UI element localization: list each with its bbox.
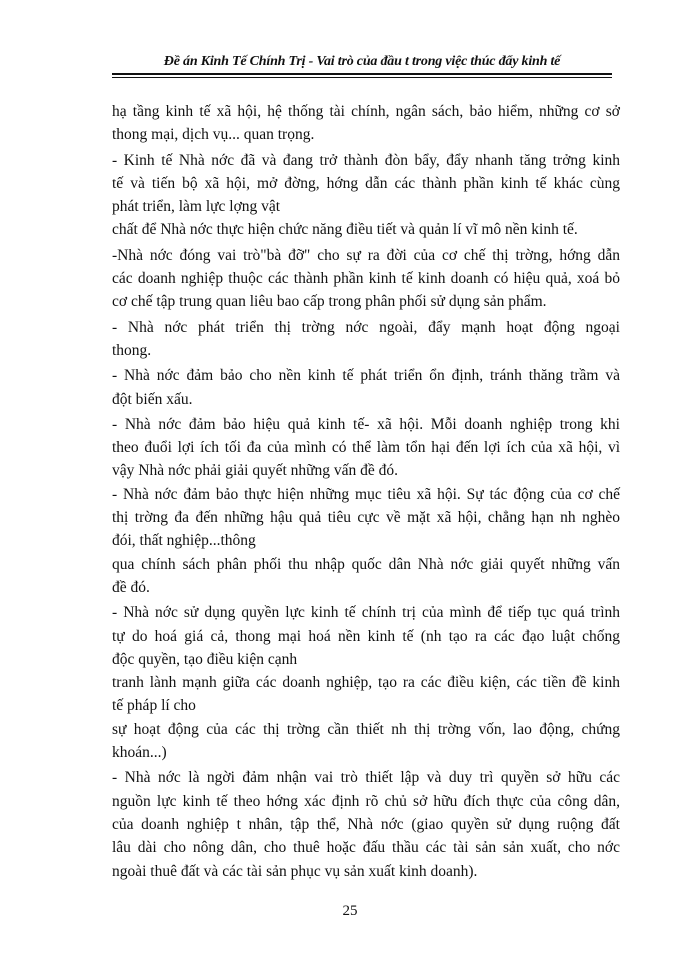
text-line: đột biến xấu.: [112, 390, 193, 408]
text-line: đói, thất nghiệp...thông: [112, 532, 256, 550]
text-line: thong.: [112, 341, 152, 359]
text-line: - Kinh tế Nhà nớc đã và đang trở thành đòn bẩy, đẩy nhanh tăng trởng kinh: [112, 151, 620, 169]
text-line: sự hoạt động của các thị trờng cần thiết nh thị trờng vốn, lao động, chứng: [112, 720, 620, 738]
running-header: Đề án Kinh Tế Chính Trị - Vai trò của đầu t trong việc thúc đẩy kinh tế: [163, 54, 561, 69]
text-line: tranh lành mạnh giữa các doanh nghiệp, tạo ra các điều kiện, các tiền đề kinh: [112, 674, 620, 692]
text-line: - Nhà nớc đảm bảo cho nền kinh tế phát triển ổn định, tránh thăng trầm và: [112, 367, 620, 385]
text-line: tế pháp lí cho: [112, 697, 196, 715]
text-line: đề đó.: [112, 578, 150, 596]
text-line: tế và tiến bộ xã hội, mở đờng, hớng dẫn các thành phần kinh tế khác cùng: [112, 174, 620, 192]
text-line: qua chính sách phân phối thu nhập quốc dân Nhà nớc giải quyết những vấn: [112, 555, 620, 573]
text-line: tự do hoá giá cả, thong mại hoá nền kinh tế (nh tạo ra các đạo luật chống: [112, 627, 620, 645]
body-text: [112, 100, 620, 883]
text-line: vậy Nhà nớc phải giải quyết những vấn đề đó.: [112, 462, 399, 480]
text-line: chất để Nhà nớc thực hiện chức năng điều tiết và quản lí vĩ mô nền kinh tế.: [112, 221, 578, 239]
header-rule-thin: [112, 77, 612, 78]
text-line: theo đuổi lợi ích tối đa của mình có thể làm tổn hại đến lợi ích của xã hội, vì: [112, 439, 620, 457]
text-line: - Nhà nớc đảm bảo thực hiện những mục tiêu xã hội. Sự tác động của cơ chế: [112, 485, 620, 503]
text-line: độc quyền, tạo điều kiện cạnh: [112, 650, 298, 668]
text-line: khoán...): [112, 744, 167, 762]
text-line: của doanh nghiệp t nhân, tập thể, Nhà nớc (giao quyền sử dụng ruộng đất: [112, 815, 620, 833]
text-line: các doanh nghiệp thuộc các thành phần kinh tế kinh doanh có hiệu quả, xoá bỏ: [112, 270, 620, 288]
text-line: cơ chế tập trung quan liêu bao cấp trong phân phối sử dụng sản phẩm.: [112, 293, 547, 311]
text-line: thị trờng đa đến những hậu quả tiêu cực về mặt xã hội, chẳng hạn nh nghèo: [112, 509, 620, 527]
text-line: - Nhà nớc đảm bảo hiệu quả kinh tế- xã hội. Mỗi doanh nghiệp trong khi: [112, 415, 620, 433]
text-line: lâu dài cho nông dân, cho thuê hoặc đấu thầu các tài sản sản xuất, cho nớc: [112, 839, 620, 857]
text-line: - Nhà nớc là ngời đảm nhận vai trò thiết lập và duy trì quyền sở hữu các: [112, 769, 620, 787]
header-rule: [112, 73, 612, 75]
text-line: hạ tầng kinh tế xã hội, hệ thống tài chính, ngân sách, bảo hiểm, những cơ sở: [112, 103, 620, 120]
text-line: nguồn lực kinh tế theo hớng xác định rõ chủ sở hữu đích thực của công dân,: [112, 792, 620, 810]
text-line: -Nhà nớc đóng vai trò"bà đỡ" cho sự ra đời của cơ chế thị trờng, hớng dẫn: [112, 246, 620, 264]
text-line: thong mại, dịch vụ... quan trọng.: [112, 126, 315, 144]
text-line: phát triển, làm lực lợng vật: [112, 198, 281, 216]
text-line: ngoài thuê đất và các tài sản phục vụ sản xuất kinh doanh).: [112, 862, 478, 880]
text-line: - Nhà nớc phát triển thị trờng nớc ngoài, đẩy mạnh hoạt động ngoại: [112, 318, 620, 336]
page-number: 25: [342, 903, 358, 919]
text-line: - Nhà nớc sử dụng quyền lực kinh tế chính trị của mình để tiếp tục quá trình: [112, 604, 620, 622]
